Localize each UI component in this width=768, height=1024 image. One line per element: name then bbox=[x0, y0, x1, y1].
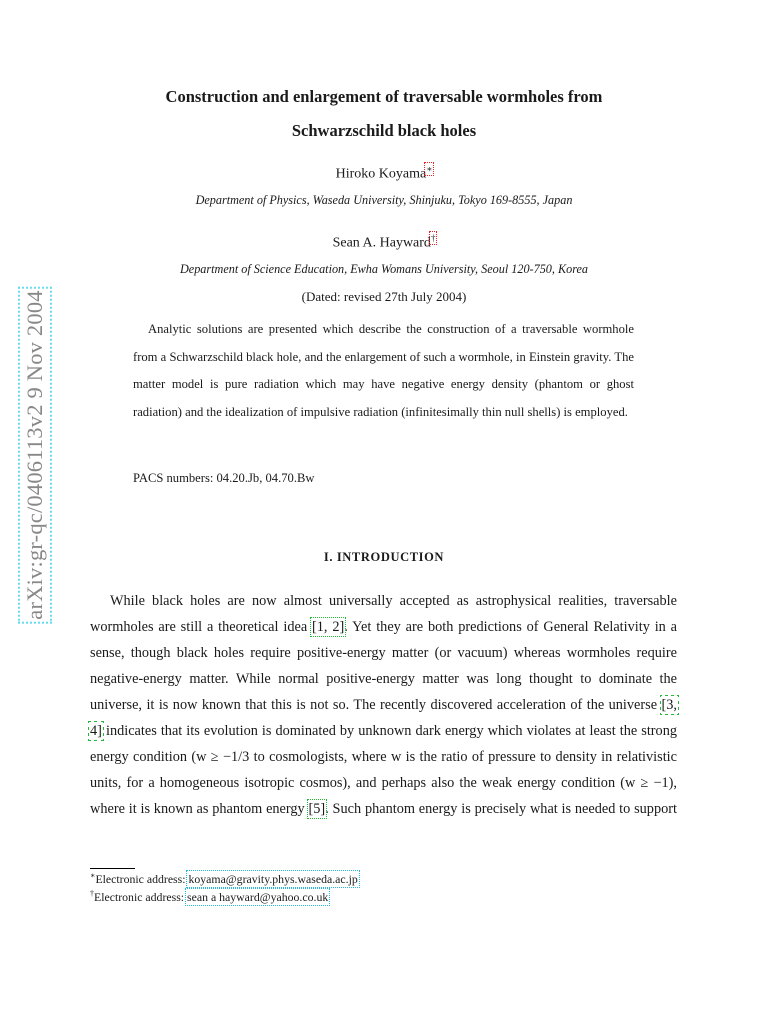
citation-3-4[interactable]: [3, 4] bbox=[90, 697, 677, 739]
footnote-2-email-link[interactable]: sean a hayward@yahoo.co.uk bbox=[187, 889, 329, 904]
dated-line: (Dated: revised 27th July 2004) bbox=[301, 289, 467, 304]
author-1-name: Hiroko Koyama bbox=[335, 166, 427, 182]
paper-title-line-2: Schwarzschild black holes bbox=[291, 121, 477, 140]
section-heading-introduction: I. INTRODUCTION bbox=[323, 550, 445, 564]
footnote-2 bbox=[90, 889, 328, 905]
footnote-2-label: Electronic address: bbox=[94, 889, 188, 904]
abstract bbox=[133, 316, 634, 426]
footnote-1-mark: ∗ bbox=[90, 871, 96, 880]
pacs-numbers: PACS numbers: 04.20.Jb, 04.70.Bw bbox=[133, 471, 315, 485]
author-2-footnote-link[interactable]: † bbox=[430, 233, 436, 243]
affiliation-2: Department of Science Education, Ewha Womans University, Seoul 120-750, Korea bbox=[180, 262, 588, 276]
footnote-1-email-link[interactable]: koyama@gravity.phys.waseda.ac.jp bbox=[188, 871, 358, 886]
abstract-text: Analytic solutions are presented which describe the construction of a traversable wormhole from a Schwarzschild black hole, and the enlargement of such a wormhole, in Einstein gravity. The matter model is pure radiation which may have negative energy density (phantom or ghost radiation) and the idealization of impulsive radiation (infinitesimally thin null shells) is employed. bbox=[133, 322, 634, 419]
author-1 bbox=[0, 164, 768, 183]
paper-title-line-1: Construction and enlargement of traversable wormholes from bbox=[165, 87, 603, 106]
footnote-2-mark: † bbox=[90, 889, 94, 898]
introduction-text: While black holes are now almost universally accepted as astrophysical realities, traversable wormholes are still a theoretical idea [1, 2]. Yet they are both predictions of General Relativity in a sense, though black holes require positive-energy matter (or vacuum) whereas wormholes require negative-energy matter. While normal positive-energy matter was long thought to dominate the universe, it is now known that this is not so. The recently discovered acceleration of the universe [3, 4] indicates that its evolution is dominated by unknown dark energy which violates at least the strong energy condition (w ≥ −1/3 to cosmologists, where w is the ratio of pressure to density in relativistic units, for a homogeneous isotropic cosmos), and perhaps also the weak energy condition (w ≥ −1), where it is known as phantom energy [5]. Such phantom energy is precisely what is needed to support bbox=[90, 593, 678, 817]
author-2-name: Sean A. Hayward bbox=[332, 235, 431, 251]
affiliation-1: Department of Physics, Waseda University, Shinjuku, Tokyo 169-8555, Japan bbox=[195, 193, 573, 207]
introduction-paragraph bbox=[90, 588, 677, 822]
footnote-rule bbox=[90, 868, 135, 869]
citation-1-2[interactable]: [1, 2] bbox=[312, 619, 345, 635]
footnote-1-label: Electronic address: bbox=[95, 871, 189, 886]
citation-5[interactable]: [5] bbox=[308, 801, 326, 817]
footnote-1 bbox=[90, 871, 358, 887]
author-1-footnote-link[interactable]: ∗ bbox=[426, 164, 433, 174]
arxiv-identifier: arXiv:gr-qc/0406113v2 9 Nov 2004 bbox=[22, 290, 47, 620]
author-2 bbox=[0, 233, 768, 252]
